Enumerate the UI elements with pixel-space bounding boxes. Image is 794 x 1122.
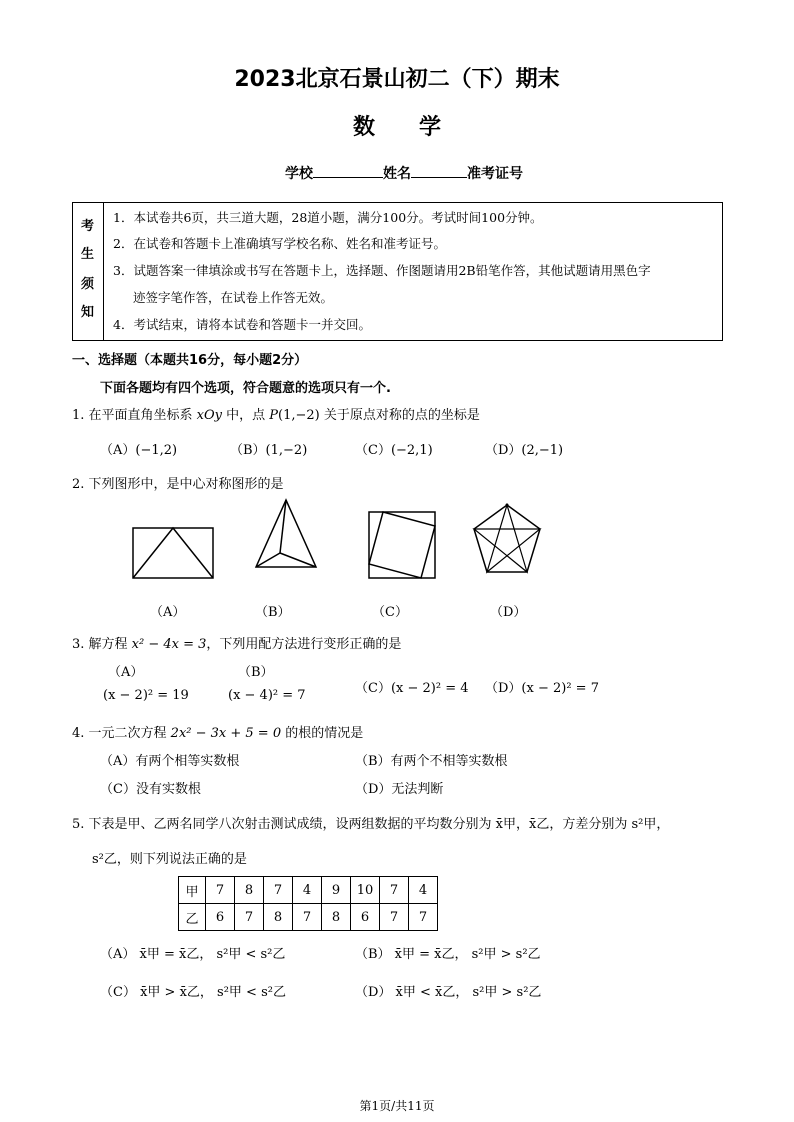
q3-option-a-label: （A） (108, 665, 144, 680)
name-label: 姓名 (383, 166, 411, 182)
page-number: 第1页/共11页 (359, 1099, 435, 1113)
table-cell: 7 (380, 904, 409, 931)
table-cell: 7 (235, 904, 264, 931)
q1-option-b: （B）(1,−2) (230, 443, 308, 458)
exam-id-label: 准考证号 (467, 166, 523, 182)
q1-text: 中，点 (222, 408, 270, 423)
notice-side-char: 知 (81, 305, 95, 320)
table-cell: 8 (235, 877, 264, 904)
notice-line: 2．在试卷和答题卡上准确填写学校名称、姓名和准考证号。 (113, 236, 446, 251)
section-heading: 一、选择题（本题共16分，每小题2分） (72, 353, 308, 368)
table-cell: 9 (322, 877, 351, 904)
subject-char-2: 学 (419, 115, 442, 140)
score-table (178, 876, 438, 931)
school-label: 学校 (285, 166, 313, 182)
notice-side-char: 须 (81, 277, 95, 292)
q5-option-d: （D） x̄甲 < x̄乙， s²甲 > s²乙 (355, 985, 542, 1000)
table-cell: 4 (409, 877, 438, 904)
table-cell: 8 (264, 904, 293, 931)
figure-label-d: （D） (490, 605, 527, 620)
q4-option-d: （D）无法判断 (355, 782, 444, 797)
subject-title (0, 110, 794, 141)
subject-char-1: 数 (352, 115, 375, 140)
figure-a-rectangle-triangle (125, 520, 220, 585)
figure-label-a: （A） (150, 605, 186, 620)
notice-side-label (73, 203, 104, 340)
q1-point: P (269, 408, 279, 423)
table-cell: 4 (293, 877, 322, 904)
q5-option-b: （B） x̄甲 = x̄乙， s²甲 > s²乙 (355, 947, 541, 962)
table-cell: 10 (351, 877, 380, 904)
table-cell: 7 (264, 877, 293, 904)
q3-option-c: （C）(x − 2)² = 4 (355, 681, 469, 696)
question-3-stem (72, 633, 401, 652)
q4-option-b: （B）有两个不相等实数根 (355, 754, 508, 769)
q1-variable: xOy (196, 408, 223, 423)
question-5-stem-line-2: s²乙，则下列说法正确的是 (92, 852, 247, 867)
notice-line: 3．试题答案一律填涂或书写在答题卡上，选择题、作图题请用2B铅笔作答，其他试题请用黑色字 (113, 263, 651, 278)
table-cell: 6 (206, 904, 235, 931)
question-1-stem (72, 404, 480, 423)
table-row (179, 877, 438, 904)
q3-text: ，下列用配方法进行变形正确的是 (206, 637, 402, 652)
q1-option-d: （D）(2,−1) (485, 443, 564, 458)
page-title: 2023北京石景山初二（下）期末 (234, 67, 560, 92)
q4-option-a: （A）有两个相等实数根 (100, 754, 240, 769)
table-cell: 7 (380, 877, 409, 904)
figure-label-c: （C） (372, 605, 408, 620)
notice-side-char: 考 (81, 219, 95, 234)
table-row-label: 乙 (179, 904, 206, 931)
q3-option-a: (x − 2)² = 19 (103, 688, 189, 703)
figure-b-pyramid (248, 495, 328, 575)
table-row-label: 甲 (179, 877, 206, 904)
q1-option-a: （A）(−1,2) (100, 443, 178, 458)
name-blank (411, 163, 467, 178)
q4-text: 的根的情况是 (281, 726, 364, 741)
section-instruction: 下面各题均有四个选项，符合题意的选项只有一个. (100, 381, 391, 396)
figure-label-b: （B） (255, 605, 291, 620)
notice-side-char: 生 (81, 247, 95, 262)
notice-line: 4．考试结束，请将本试卷和答题卡一并交回。 (113, 317, 371, 332)
table-cell: 7 (409, 904, 438, 931)
figure-d-pentagon-star (467, 500, 547, 580)
q3-option-b: (x − 4)² = 7 (228, 688, 306, 703)
q1-text: (1,−2) 关于原点对称的点的坐标是 (278, 408, 480, 423)
question-4-stem (72, 722, 363, 741)
figure-c-nested-squares (365, 508, 440, 583)
q3-option-b-label: （B） (238, 665, 274, 680)
q3-option-d: （D）(x − 2)² = 7 (485, 681, 599, 696)
question-2-stem: 2. 下列图形中，是中心对称图形的是 (72, 477, 284, 492)
q3-text: 3. 解方程 (72, 637, 132, 652)
q4-option-c: （C）没有实数根 (100, 782, 201, 797)
notice-line: 迹签字笔作答，在试卷上作答无效。 (133, 290, 334, 305)
q3-equation: x² − 4x = 3 (131, 637, 207, 652)
q5-option-a: （A） x̄甲 = x̄乙， s²甲 < s²乙 (100, 947, 286, 962)
q4-text: 4. 一元二次方程 (72, 726, 171, 741)
notice-line: 1．本试卷共6页，共三道大题，28道小题，满分100分。考试时间100分钟。 (113, 210, 543, 225)
school-blank (313, 163, 383, 178)
q1-text: 1. 在平面直角坐标系 (72, 408, 197, 423)
table-row (179, 904, 438, 931)
student-info-line (285, 163, 523, 183)
table-cell: 6 (351, 904, 380, 931)
exam-notice-box (72, 202, 723, 341)
question-5-stem-line-1: 5. 下表是甲、乙两名同学八次射击测试成绩，设两组数据的平均数分别为 x̄甲，x̄乙，方差分别为 s²甲， (72, 817, 670, 832)
table-cell: 7 (206, 877, 235, 904)
q1-option-c: （C）(−2,1) (355, 443, 433, 458)
q5-option-c: （C） x̄甲 > x̄乙， s²甲 < s²乙 (100, 985, 286, 1000)
table-cell: 7 (293, 904, 322, 931)
table-cell: 8 (322, 904, 351, 931)
q4-equation: 2x² − 3x + 5 = 0 (170, 726, 282, 741)
